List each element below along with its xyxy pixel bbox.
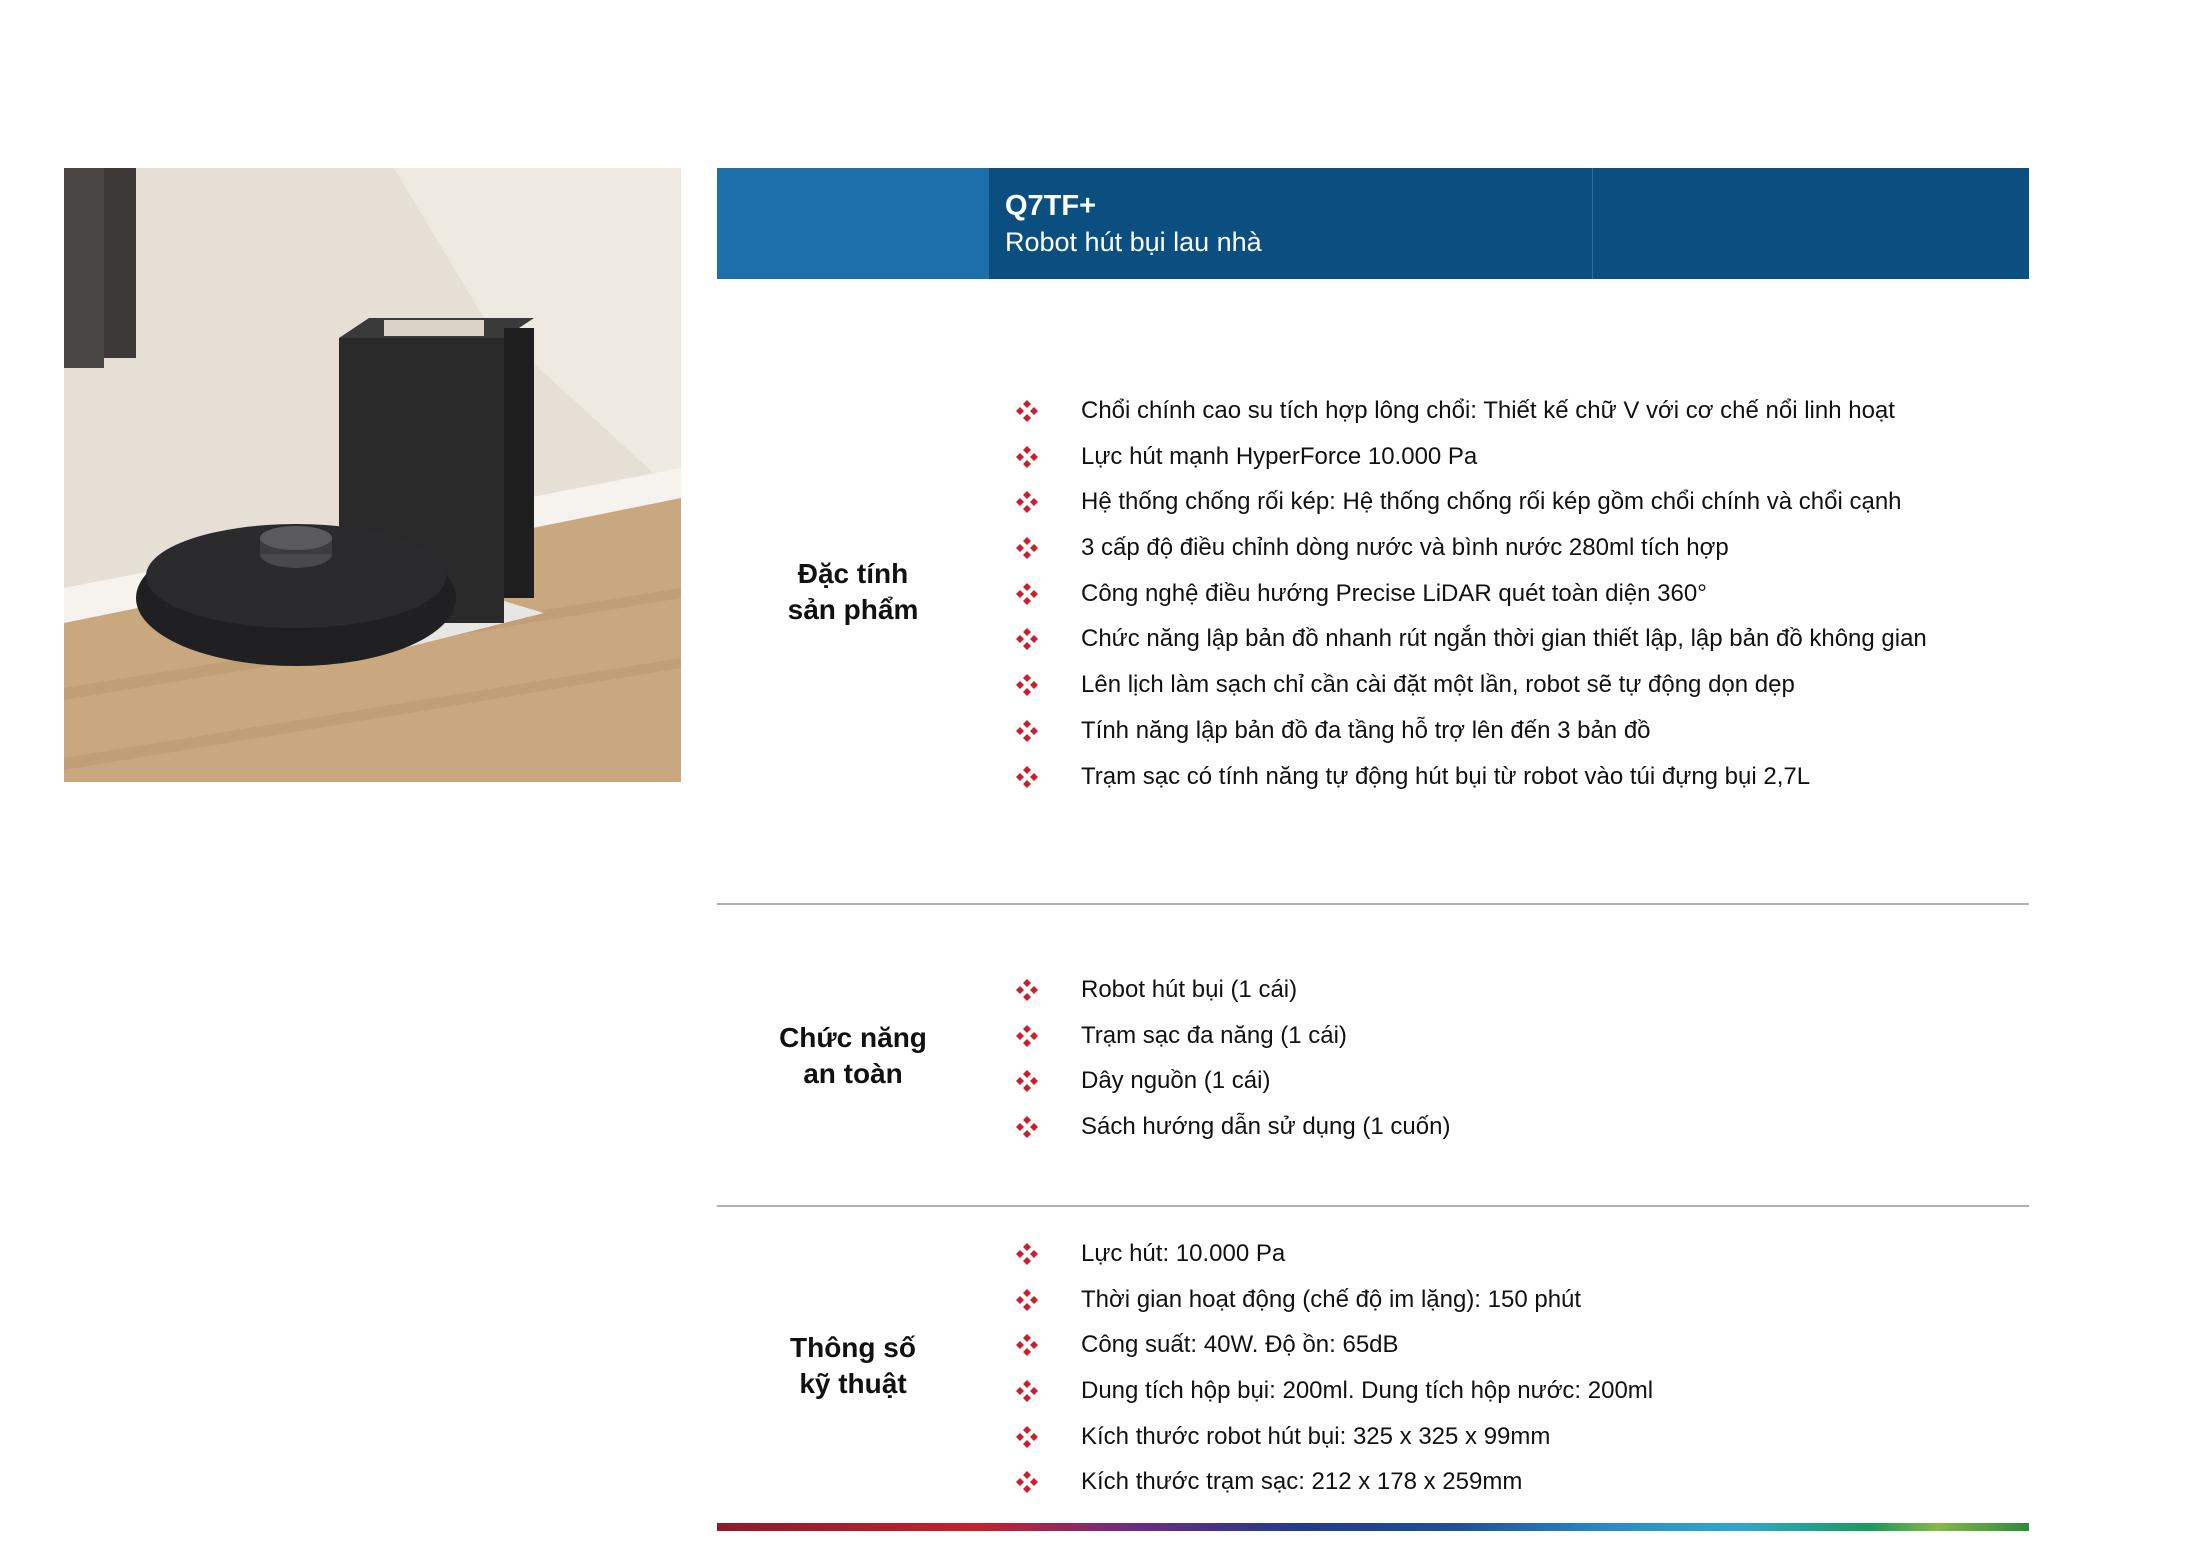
product-photo	[64, 168, 681, 782]
list-item	[1015, 1467, 1653, 1513]
four-diamond-bullet-icon	[1015, 399, 1039, 423]
list-item-text: Công nghệ điều hướng Precise LiDAR quét toàn diện 360°	[1081, 579, 1707, 607]
list-item-text: Thời gian hoạt động (chế độ im lặng): 150 phút	[1081, 1285, 1582, 1313]
list-item	[1015, 1376, 1653, 1422]
list-item-text: Sách hướng dẫn sử dụng (1 cuốn)	[1081, 1113, 1451, 1141]
section-label-specs	[717, 1330, 989, 1402]
list-item-text: Trạm sạc có tính năng tự động hút bụi từ robot vào túi đựng bụi 2,7L	[1081, 762, 1811, 790]
list-item	[1015, 487, 1927, 533]
section-label-line: sản phẩm	[787, 594, 919, 625]
list-item	[1015, 396, 1927, 442]
list-item-text: Hệ thống chống rối kép: Hệ thống chống rối kép gồm chổi chính và chổi cạnh	[1081, 488, 1902, 516]
four-diamond-bullet-icon	[1015, 978, 1039, 1002]
list-item-text: Tính năng lập bản đồ đa tầng hỗ trợ lên đến 3 bản đồ	[1081, 716, 1651, 744]
list-item-text: Trạm sạc đa năng (1 cái)	[1081, 1021, 1347, 1049]
list-item	[1015, 762, 1927, 808]
list-item-text: Kích thước trạm sạc: 212 x 178 x 259mm	[1081, 1468, 1523, 1496]
header-title-block	[989, 168, 1593, 279]
list-item	[1015, 624, 1927, 670]
list-item	[1015, 670, 1927, 716]
four-diamond-bullet-icon	[1015, 719, 1039, 743]
list-item-text: Robot hút bụi (1 cái)	[1081, 976, 1298, 1003]
four-diamond-bullet-icon	[1015, 1242, 1039, 1266]
list-item	[1015, 1330, 1653, 1376]
section-divider	[717, 1205, 2029, 1207]
list-item-text: Lực hút: 10.000 Pa	[1081, 1240, 1286, 1267]
list-item	[1015, 1285, 1653, 1331]
list-item-text: Chổi chính cao su tích hợp lông chổi: Thiết kế chữ V với cơ chế nổi linh hoạt	[1081, 397, 1895, 424]
list-item-text: Kích thước robot hút bụi: 325 x 325 x 99mm	[1081, 1422, 1551, 1450]
list-item	[1015, 442, 1927, 488]
product-model: Q7TF+	[1005, 189, 1097, 222]
robot-vacuum-illustration	[64, 168, 681, 782]
four-diamond-bullet-icon	[1015, 1379, 1039, 1403]
section-label-line: Chức năng	[779, 1022, 927, 1053]
four-diamond-bullet-icon	[1015, 673, 1039, 697]
four-diamond-bullet-icon	[1015, 582, 1039, 606]
section-label-safety	[717, 1020, 989, 1092]
four-diamond-bullet-icon	[1015, 445, 1039, 469]
section-label-line: Đặc tính	[797, 558, 909, 589]
product-subtitle: Robot hút bụi lau nhà	[1005, 226, 1262, 257]
header-right-block	[1593, 168, 2029, 279]
specs-list	[1015, 1239, 1653, 1513]
four-diamond-bullet-icon	[1015, 765, 1039, 789]
list-item	[1015, 579, 1927, 625]
list-item	[1015, 1422, 1653, 1468]
four-diamond-bullet-icon	[1015, 1024, 1039, 1048]
bottom-color-bar	[717, 1523, 2029, 1531]
header-left-block	[717, 168, 989, 279]
list-item	[1015, 1066, 1450, 1112]
four-diamond-bullet-icon	[1015, 1425, 1039, 1449]
product-header	[717, 168, 2029, 279]
list-item	[1015, 533, 1927, 579]
section-label-line: kỹ thuật	[799, 1368, 907, 1399]
section-label-features	[717, 556, 989, 628]
section-divider	[717, 903, 2029, 905]
list-item-text: Dung tích hộp bụi: 200ml. Dung tích hộp nước: 200ml	[1081, 1377, 1654, 1405]
four-diamond-bullet-icon	[1015, 1470, 1039, 1494]
list-item-text: 3 cấp độ điều chỉnh dòng nước và bình nước 280ml tích hợp	[1081, 534, 1729, 562]
four-diamond-bullet-icon	[1015, 627, 1039, 651]
list-item-text: Chức năng lập bản đồ nhanh rút ngắn thời gian thiết lập, lập bản đồ không gian	[1081, 625, 1927, 653]
four-diamond-bullet-icon	[1015, 1115, 1039, 1139]
four-diamond-bullet-icon	[1015, 1288, 1039, 1312]
section-label-line: Thông số	[790, 1332, 916, 1363]
four-diamond-bullet-icon	[1015, 490, 1039, 514]
list-item-text: Dây nguồn (1 cái)	[1081, 1067, 1271, 1095]
list-item	[1015, 1112, 1450, 1158]
list-item-text: Lên lịch làm sạch chỉ cần cài đặt một lần, robot sẽ tự động dọn dẹp	[1081, 671, 1795, 699]
four-diamond-bullet-icon	[1015, 1333, 1039, 1357]
four-diamond-bullet-icon	[1015, 536, 1039, 560]
list-item	[1015, 975, 1450, 1021]
list-item-text: Công suất: 40W. Độ ồn: 65dB	[1081, 1331, 1399, 1359]
features-list	[1015, 396, 1927, 807]
list-item	[1015, 716, 1927, 762]
list-item	[1015, 1239, 1653, 1285]
list-item	[1015, 1021, 1450, 1067]
list-item-text: Lực hút mạnh HyperForce 10.000 Pa	[1081, 442, 1478, 470]
safety-list	[1015, 975, 1450, 1158]
four-diamond-bullet-icon	[1015, 1069, 1039, 1093]
section-label-line: an toàn	[803, 1058, 903, 1089]
